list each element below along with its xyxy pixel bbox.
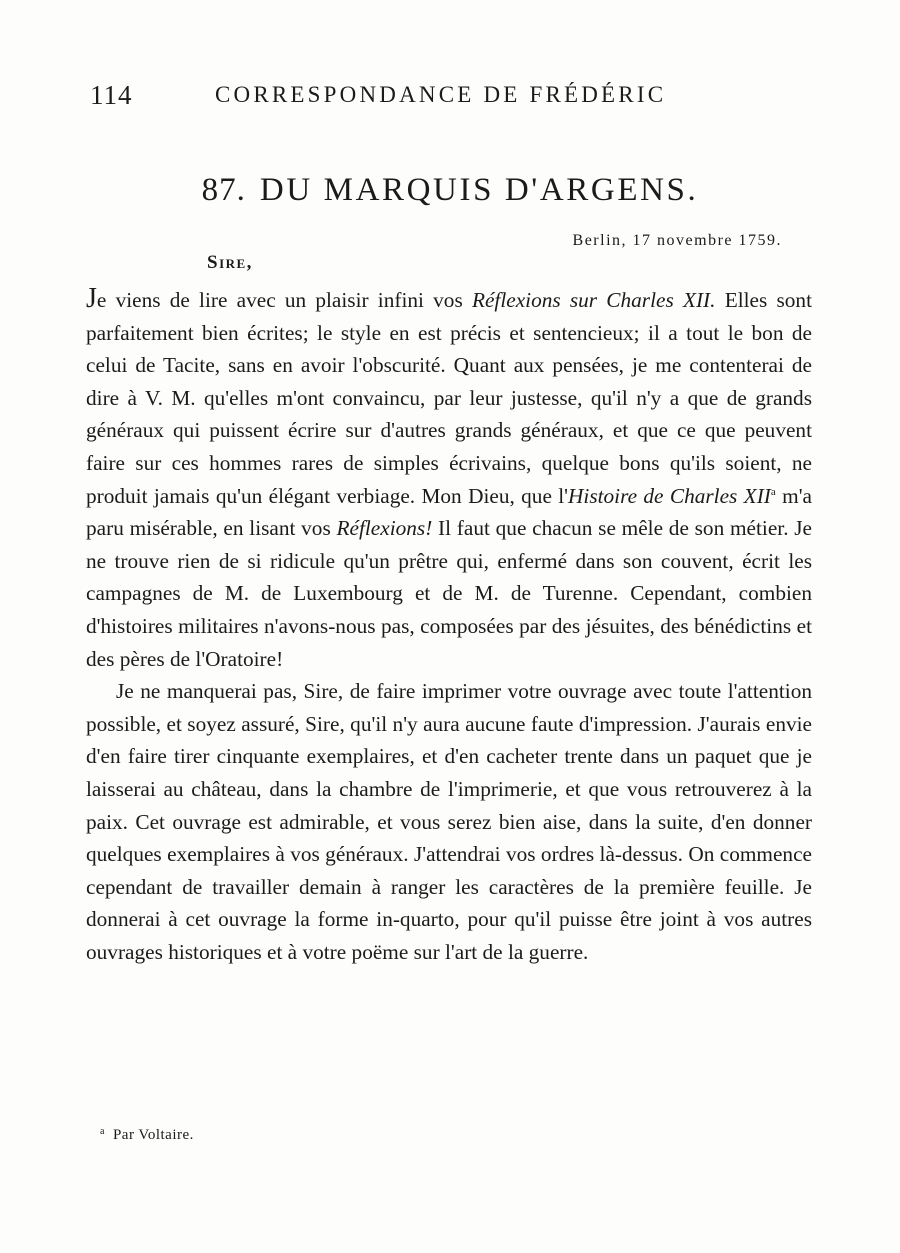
footnote-text: Par Voltaire.	[112, 1127, 194, 1143]
paragraph-1	[86, 283, 812, 675]
page-number: 114	[90, 80, 133, 110]
book-title-histoire: Histoire de Charles XII	[568, 483, 771, 508]
dateline: Berlin, 17 novembre 1759.	[572, 232, 782, 249]
footnote-mark: a	[100, 1126, 105, 1137]
book-title-reflexions: Réflexions sur Charles XII.	[471, 288, 716, 312]
paragraph-1-text-b: Elles sont parfaitement bien écrites; le style en est précis et sentencieux; il a tout le bon de celui de Tacite, sans en avoir l'obscurité. Quant aux pensées, je me contenterai de dire à V. M. qu'elles m'ont convaincu, par leur justesse, qu'il n'y a que de grands généraux qui puissent écrire sur d'autres grands généraux, et que ce que peuvent faire sur ces hommes rares de simples écrivains, quelque bons qu'ils soient, ne produit jamais qu'un élégant verbiage. Mon Dieu, que l'	[86, 288, 812, 508]
paragraph-1-text-d: Il faut que chacun se mêle de son métier. Je ne trouve rien de si ridicule qu'un prêtre qui, enfermé dans son couvent, écrit les campagnes de M. de Luxembourg et de M. de Turenne. Cependant, combien d'histoires militaires n'avons-nous pas, composées par des jésuites, des bénédictins et des pères de l'Oratoire!	[86, 516, 812, 671]
running-title: CORRESPONDANCE DE FRÉDÉRIC	[215, 82, 667, 107]
letter-body	[86, 283, 812, 968]
paragraph-2: Je ne manquerai pas, Sire, de faire imprimer votre ouvrage avec toute l'attention possible, et soyez assuré, Sire, qu'il n'y aura aucune faute d'impression. J'aurais envie d'en faire tirer cinquante exemplaires, et d'en cacheter trente dans un paquet que je laisserai au château, dans la chambre de l'imprimerie, et que vous retrouverez à la paix. Cet ouvrage est admirable, et vous serez bien aise, dans la suite, d'en donner quelques exemplaires à vos généraux. J'attendrai vos ordres là-dessus. On commence cependant de travailler demain à ranger les caractères de la première feuille. Je donnerai à cet ouvrage la forme in-quarto, pour qu'il puisse être joint à vos autres ouvrages historiques et à votre poëme sur l'art de la guerre.	[86, 679, 812, 964]
footnote-reference[interactable]: a	[770, 485, 776, 498]
paragraph-1-text-a: e viens de lire avec un plaisir infini vos	[96, 288, 472, 312]
footnote	[100, 1126, 194, 1144]
salutation: Sire,	[207, 252, 253, 273]
letter-heading	[0, 172, 900, 209]
initial-letter: J	[86, 283, 97, 314]
letter-title: DU MARQUIS D'ARGENS.	[259, 172, 699, 208]
letter-number: 87.	[201, 172, 246, 208]
page-header	[0, 80, 900, 114]
book-title-reflexions-2: Réflexions!	[336, 516, 433, 541]
paragraph-1-text-c: m'a paru misérable, en lisant vos	[86, 483, 812, 541]
